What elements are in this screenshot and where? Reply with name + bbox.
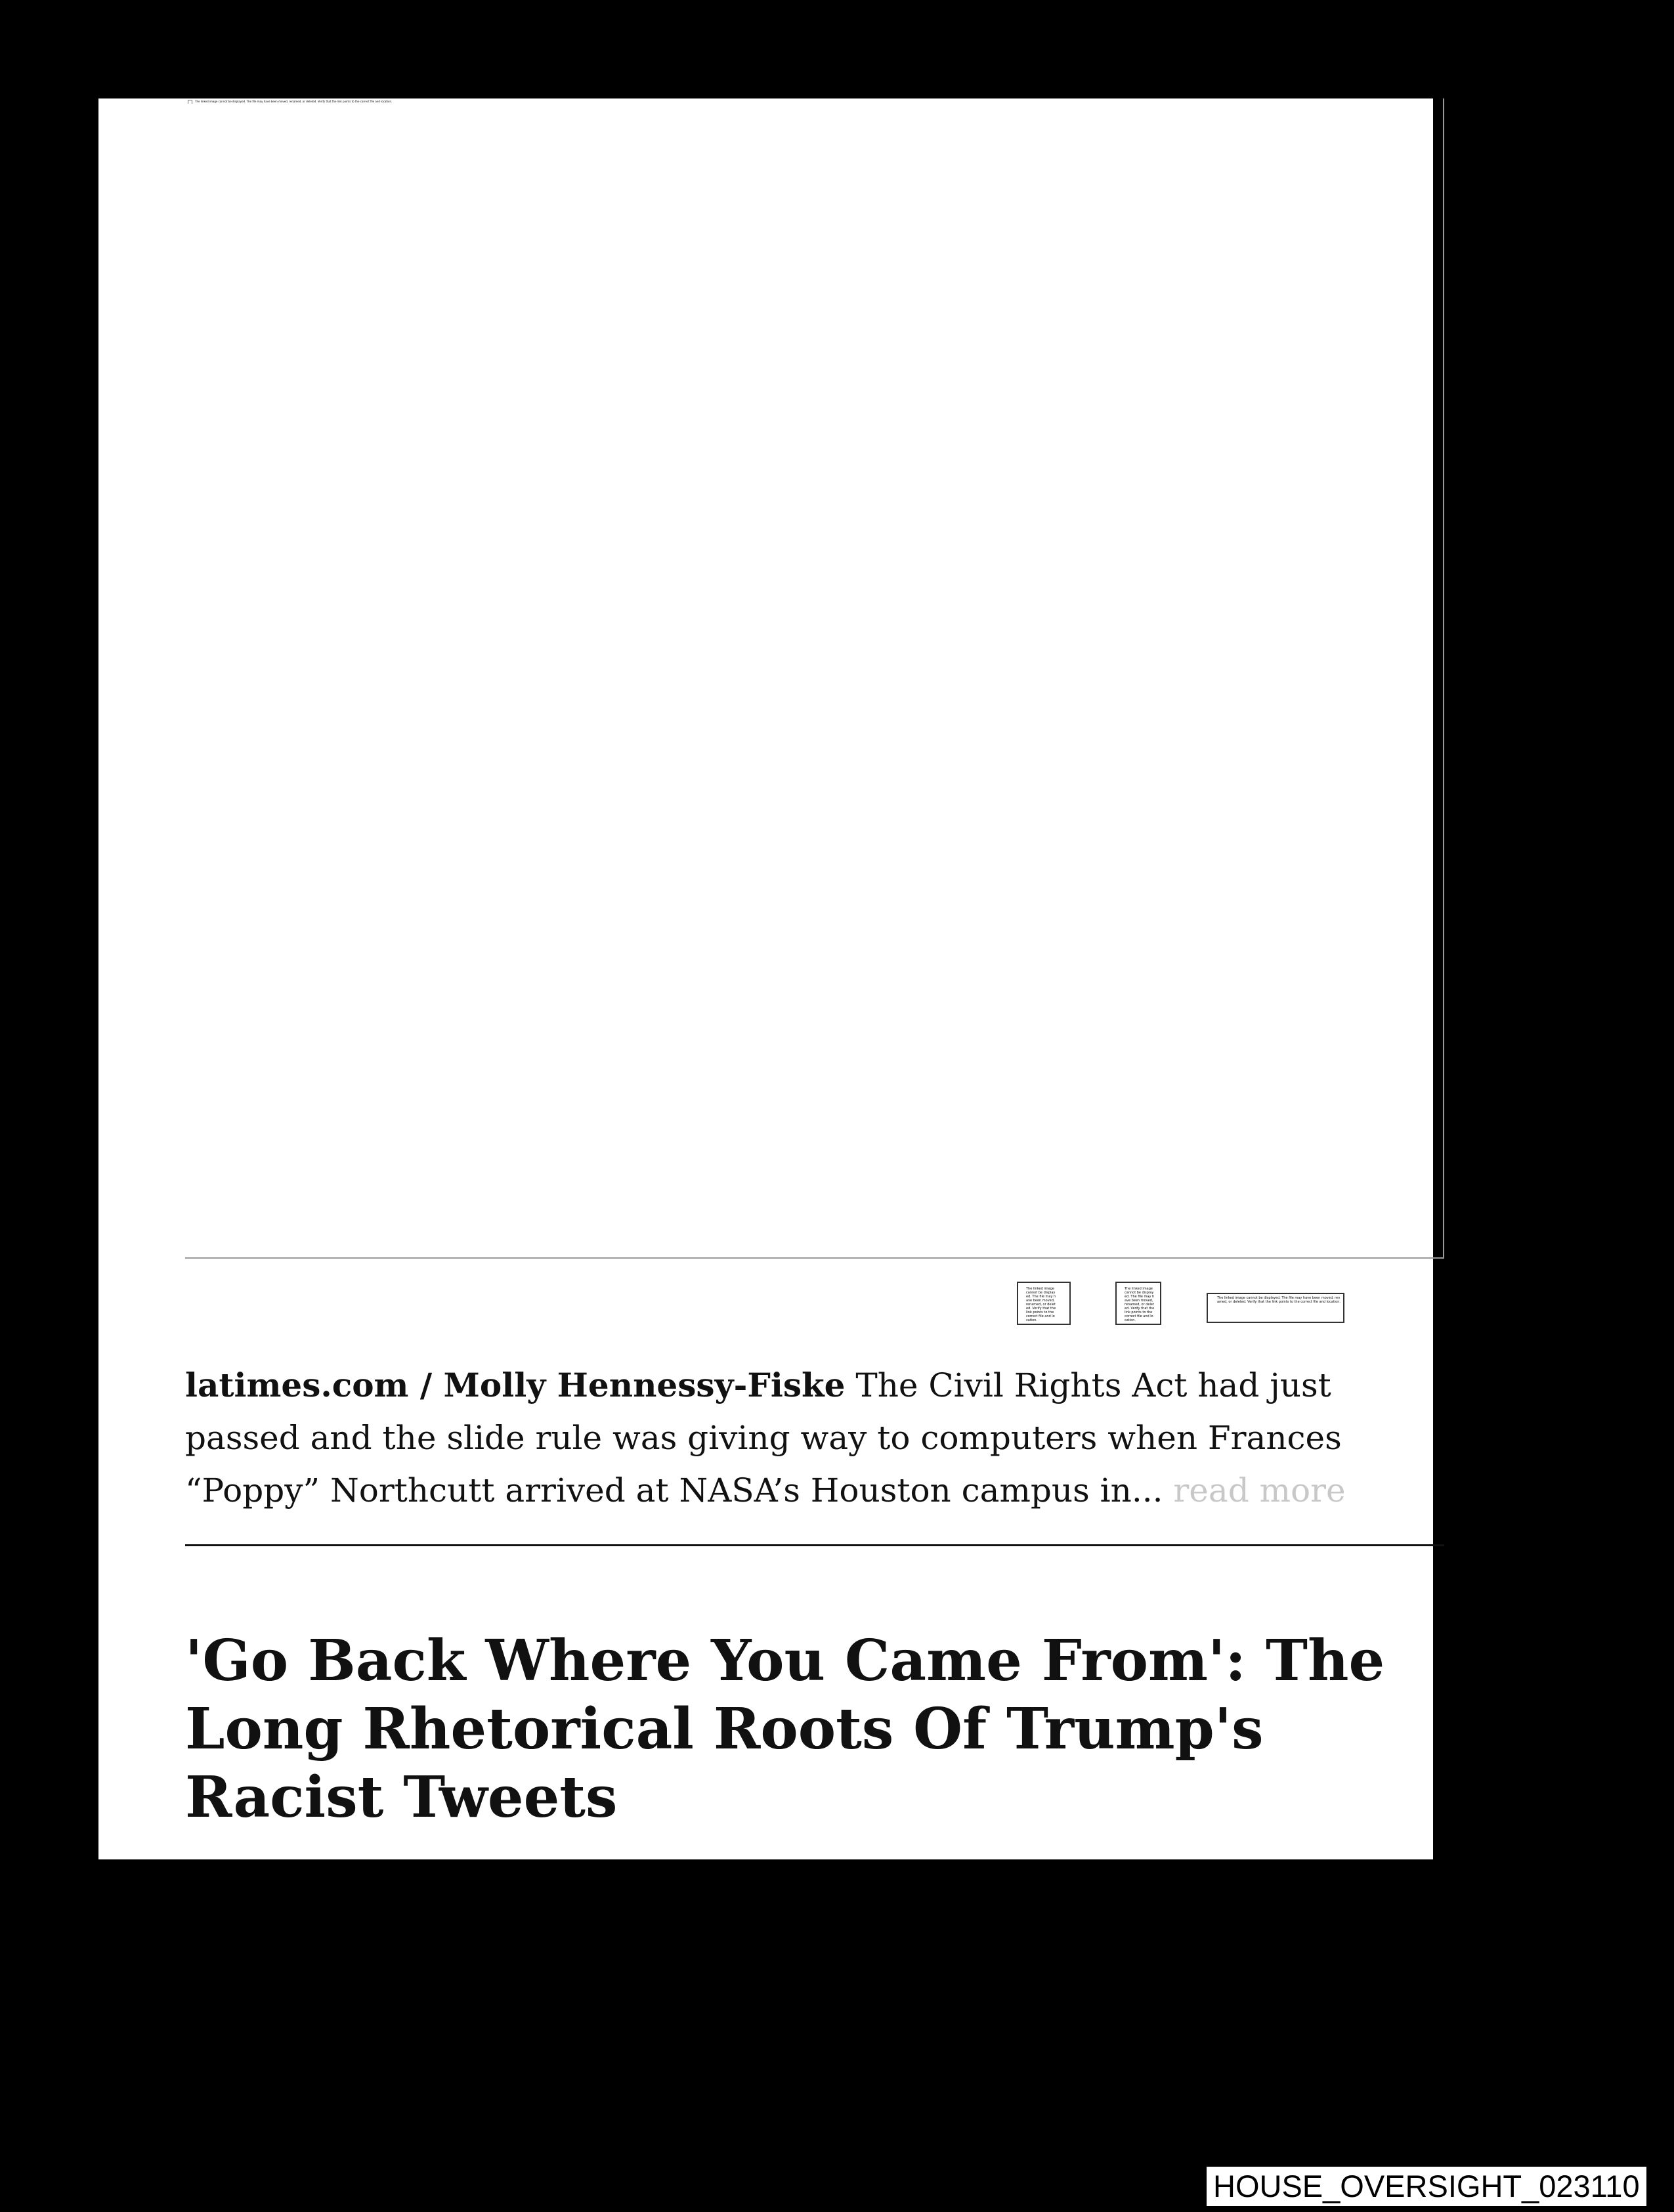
read-more-link[interactable]: read more	[1173, 1471, 1346, 1509]
section-divider	[185, 1544, 1444, 1546]
article-source: latimes.com / Molly Hennessy-Fiske	[185, 1366, 846, 1404]
article-excerpt: The Civil Rights Act had just passed and the slide rule was giving way to computers when Frances “Poppy” Northcutt arrived at NASA’s Houston campus in...	[185, 1366, 1342, 1509]
thumbnail-image[interactable]	[1017, 1282, 1071, 1325]
article-summary	[185, 1359, 1367, 1517]
broken-image-icon	[188, 100, 192, 104]
article-headline[interactable]: 'Go Back Where You Came From': The Long Rhetorical Roots Of Trump's Racist Tweets	[185, 1628, 1385, 1831]
bates-number: HOUSE_OVERSIGHT_023110	[1207, 2167, 1646, 2206]
broken-image-text: The linked image cannot be displayed. The file may have been moved, renamed, or deleted. Verify that the link points to the correct file and location.	[195, 100, 393, 103]
broken-image-notice	[188, 100, 424, 104]
thumbnail-caption: The linked image cannot be displayed. The file may have been moved, renamed, or deleted. Verify that the link points to the correct file and location.	[1125, 1287, 1155, 1322]
article-image-placeholder	[185, 98, 1444, 1259]
thumbnail-caption: The linked image cannot be displayed. The file may have been moved, renamed, or deleted. Verify that the link points to the correct file and location.	[1026, 1287, 1056, 1322]
document-page	[98, 98, 1433, 1859]
thumbnail-image[interactable]	[1207, 1293, 1344, 1323]
thumbnail-caption: The linked image cannot be displayed. The file may have been moved, renamed, or deleted. Verify that the link points to the correct file and location.	[1217, 1296, 1341, 1304]
thumbnail-image[interactable]	[1115, 1282, 1161, 1325]
